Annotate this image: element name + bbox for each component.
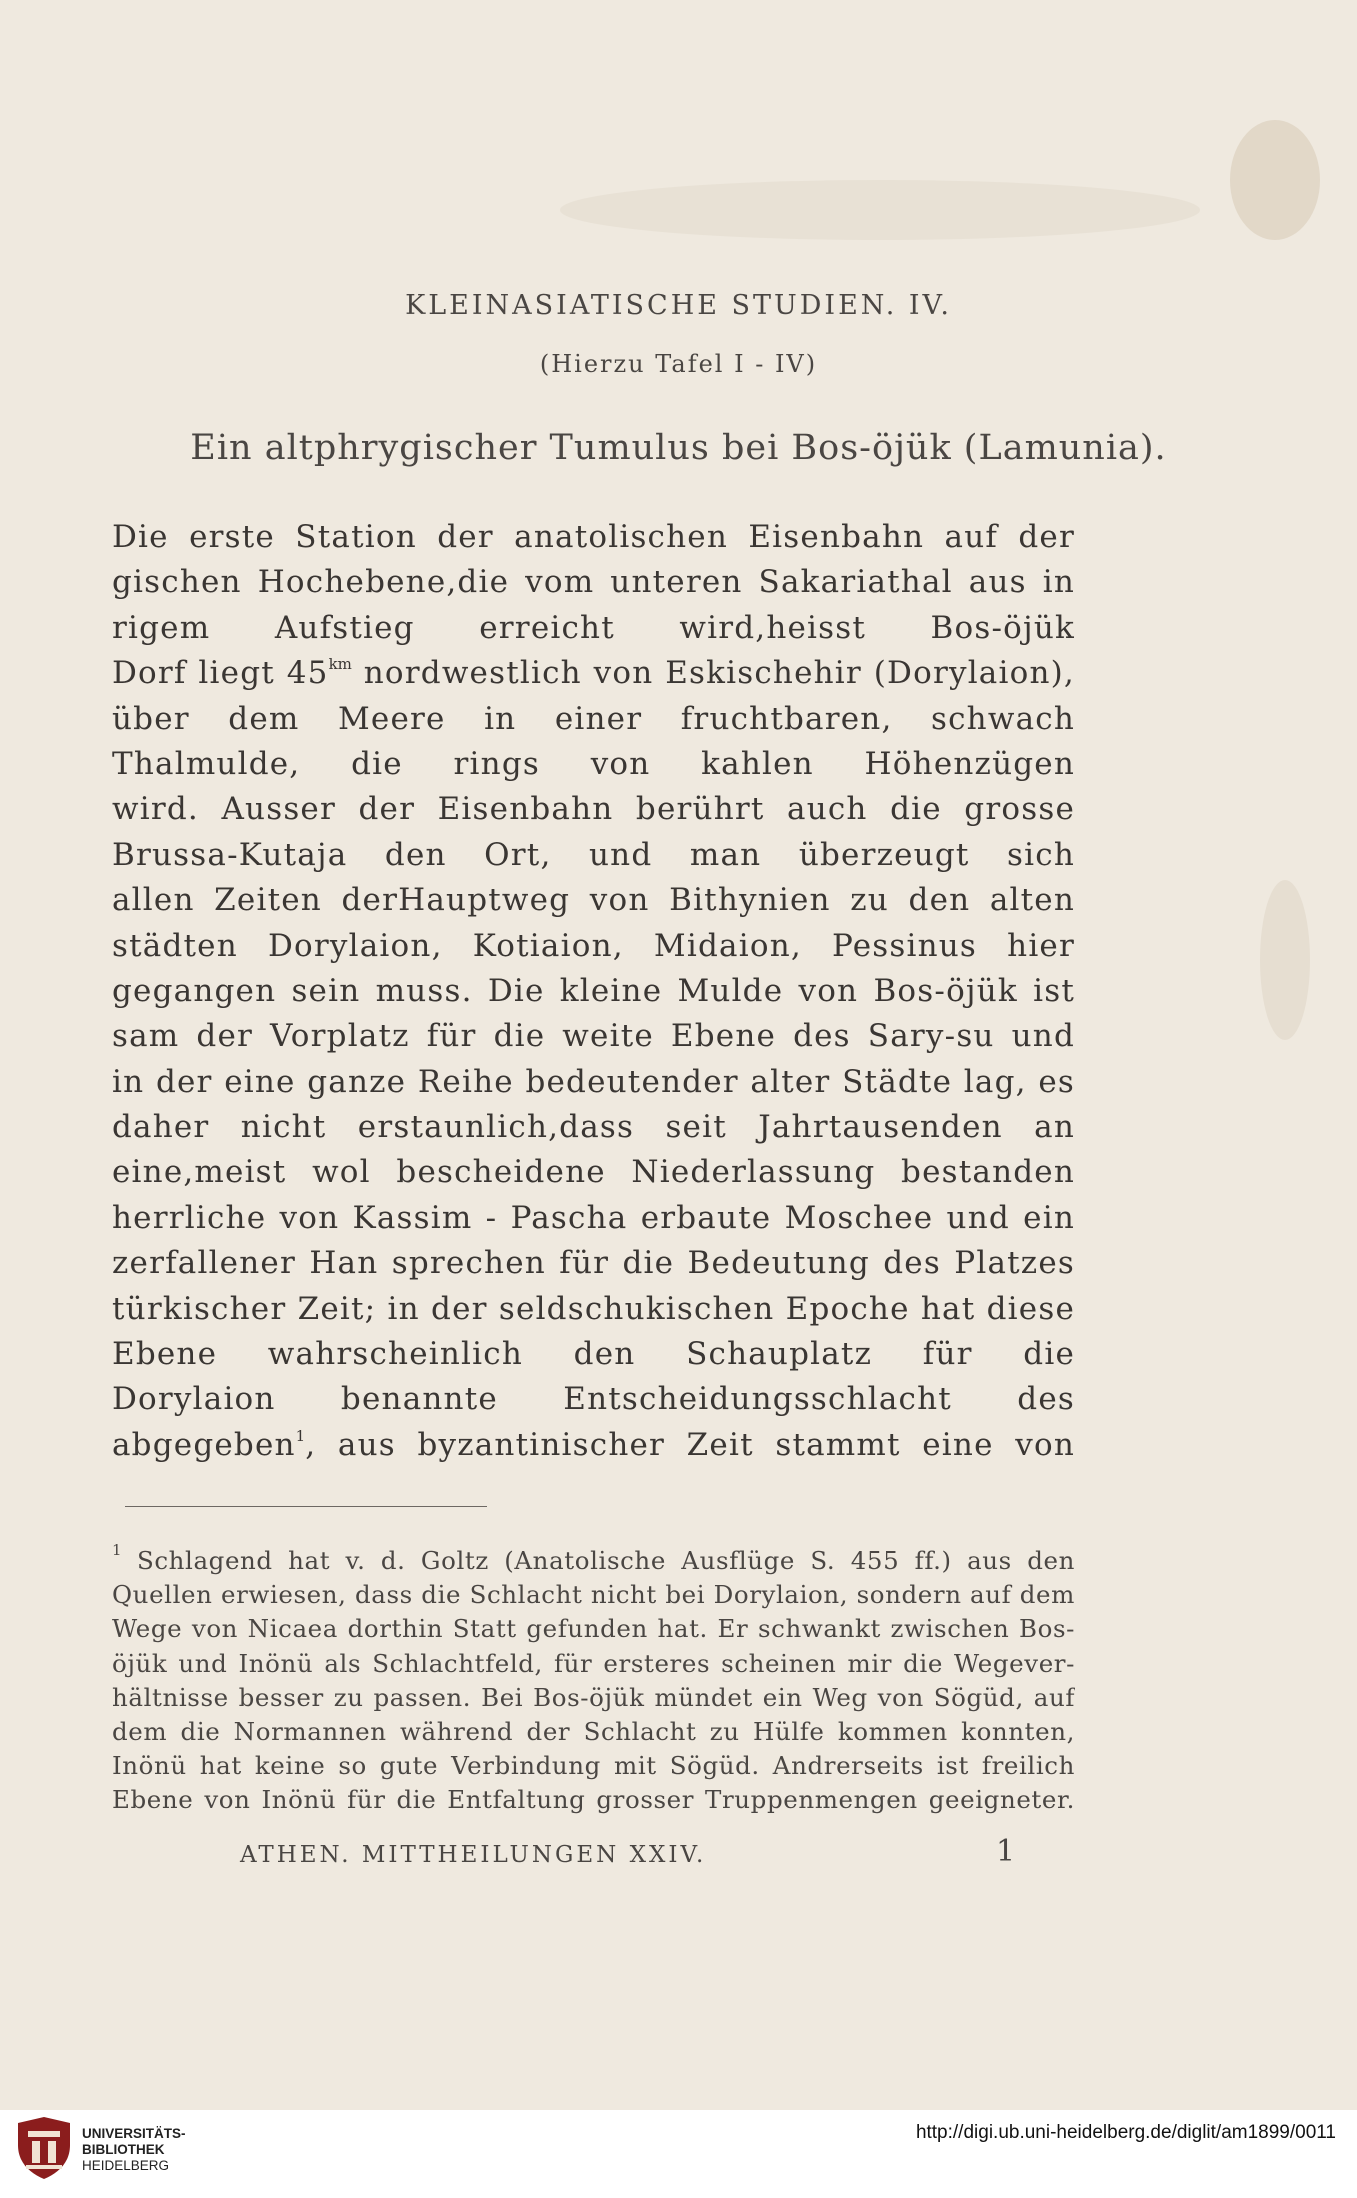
text-line: zerfallener Han sprechen für die Bedeutung des Platzes [112,1245,1075,1282]
paper-stain [1260,880,1310,1040]
footnote-reference: 1 [295,1426,306,1445]
text-line: sam der Vorplatz für die weite Ebene des Sary-su und [112,1018,1075,1055]
footnote-line: Quellen erwiesen, dass die Schlacht nicht bei Dorylaion, sondern auf dem [112,1580,1075,1610]
text-line: Die erste Station der anatolischen Eisenbahn auf der [112,519,1075,555]
footnote-line [112,1544,1075,1578]
footnote-line: Inönü hat keine so gute Verbindung mit Sögüd. Andrerseits ist freilich [112,1751,1075,1781]
text-line [112,1423,1075,1468]
footnote-marker: 1 [112,1544,122,1559]
text-line: rigem Aufstieg erreicht wird,heisst Bos-öjük [112,609,1075,646]
text-line: allen Zeiten derHauptweg von Bithynien zu den alten [112,882,1075,919]
plate-reference: (Hierzu Tafel I - IV) [539,350,818,378]
text-line: Dorylaion benannte Entscheidungsschlacht des [112,1381,1075,1418]
text-fragment: abgegeben [112,1426,296,1463]
library-name-line: BIBLIOTHEK [82,2142,165,2157]
text-line: Brussa-Kutaja den Ort, und man überzeugt sich [112,836,1075,873]
library-seal-icon [14,2115,74,2185]
text-line [112,651,1075,696]
text-line: in der eine ganze Reihe bedeutender alter Städte lag, es [112,1063,1075,1100]
paper-stain [560,180,1200,240]
footnote-line: hältnisse besser zu passen. Bei Bos-öjük mündet ein Weg von Sögüd, auf [112,1682,1075,1712]
footnote-line: dem die Normannen während der Schlacht zu Hülfe kommen konnten, [112,1716,1075,1746]
text-fragment: nordwestlich von Eskischehir (Dorylaion), [363,655,1075,692]
source-url-link[interactable]: http://digi.ub.uni-heidelberg.de/diglit/am1899/0011 [915,2122,1336,2143]
text-line: eine,meist wol bescheidene Niederlassung bestanden [112,1154,1075,1191]
text-line: türkischer Zeit; in der seldschukischen Epoche hat diese [112,1290,1075,1327]
paper-stain [1230,120,1320,240]
text-line: gegangen sein muss. Die kleine Mulde von Bos-öjük ist [112,972,1075,1009]
library-name [82,2126,186,2174]
text-line: über dem Meere in einer fruchtbaren, schwach [112,700,1075,737]
page-number: 1 [996,1834,1016,1869]
text-line: Thalmulde, die rings von kahlen Höhenzügen [112,745,1075,782]
text-fragment: , aus byzantinischer Zeit stammt eine von [305,1426,1075,1463]
footnote-line: öjük und Inönü als Schlachtfeld, für ersteres scheinen mir die Wegever- [112,1648,1075,1678]
text-line: herrliche von Kassim - Pascha erbaute Moschee und ein [112,1199,1075,1236]
footnote-divider [125,1506,487,1507]
library-name-line: HEIDELBERG [82,2158,170,2173]
text-line: städten Dorylaion, Kotiaion, Midaion, Pessinus hier [112,927,1075,964]
text-line: gischen Hochebene,die vom unteren Sakariathal aus in [112,564,1075,601]
footnote-line: Wege von Nicaea dorthin Statt gefunden hat. Er schwankt zwischen Bos- [112,1614,1075,1644]
article-title: Ein altphrygischer Tumulus bei Bos-öjük (Lamunia). [190,428,1167,468]
footnote [112,1544,1075,1818]
library-name-line: UNIVERSITÄTS- [82,2126,186,2141]
text-line: Ebene wahrscheinlich den Schauplatz für die [112,1336,1075,1373]
footnote-line: Ebene von Inönü für die Entfaltung grosser Truppenmengen geeigneter. [112,1785,1075,1815]
text-line: wird. Ausser der Eisenbahn berührt auch die grosse [112,791,1075,828]
series-heading: KLEINASIATISCHE STUDIEN. IV. [405,290,952,321]
text-line: daher nicht erstaunlich,dass seit Jahrtausenden an [112,1109,1075,1146]
text-fragment: Schlagend hat v. d. Goltz (Anatolische Ausflüge S. 455 ff.) aus den [121,1546,1075,1575]
text-fragment: Dorf liegt 45 [112,655,329,692]
main-text [112,515,1075,1468]
journal-signature: ATHEN. MITTHEILUNGEN XXIV. [240,1842,707,1868]
unit-superscript: km [328,655,352,674]
